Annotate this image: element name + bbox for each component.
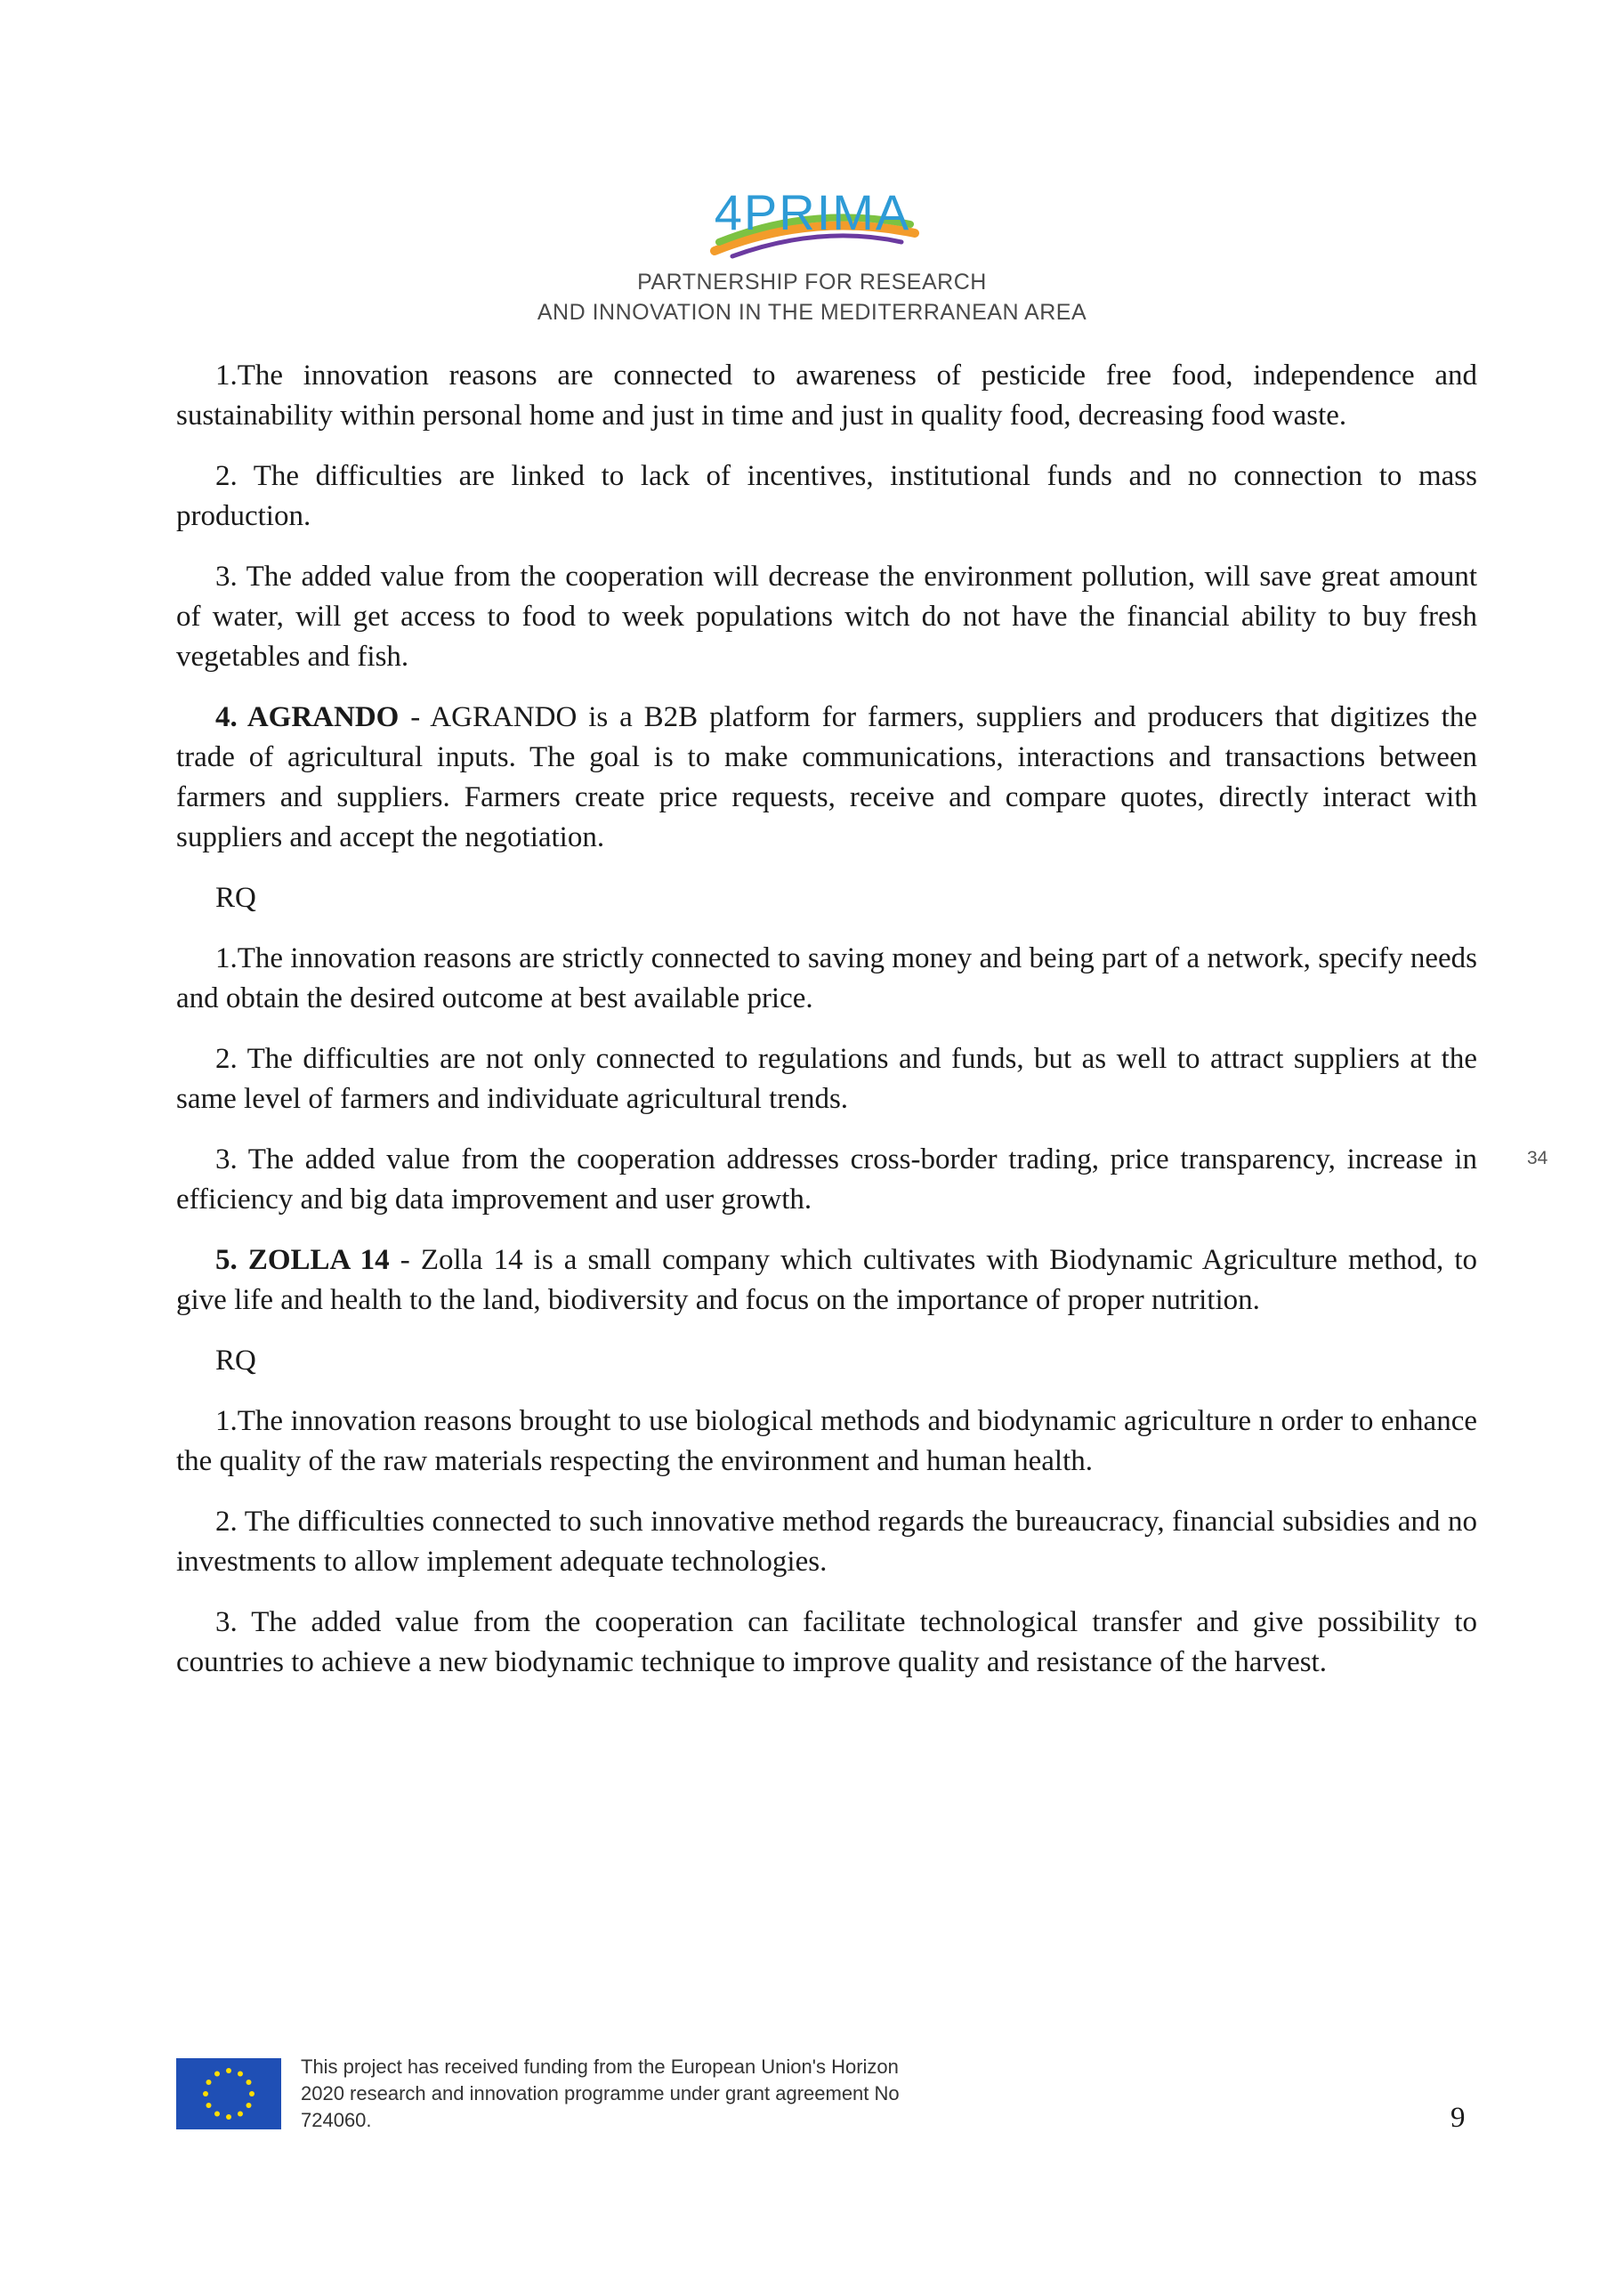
funding-line: 2020 research and innovation programme under grant agreement No (301, 2082, 900, 2104)
eu-star (226, 2114, 231, 2120)
paragraph: 3. The added value from the cooperation addresses cross-border trading, price transparency, increase in efficiency and big data improvement and user growth. (176, 1143, 1477, 1216)
paragraph: 1.The innovation reasons are strictly connected to saving money and being part of a network, specify needs and obtain the desired outcome at best available price. (176, 942, 1477, 1014)
paragraph: 2. The difficulties connected to such innovative method regards the bureaucracy, financial subsidies and no investments to allow implement adequate technologies. (176, 1506, 1477, 1578)
paragraph: 4. AGRANDO - AGRANDO is a B2B platform for farmers, suppliers and producers that digitizes the trade of agricultural inputs. The goal is to make communications, interactions and transactions between farmers and suppliers. Farmers create price requests, receive and compare quotes, directly interact with suppliers and accept the negotiation. (176, 701, 1477, 853)
rq-label: RQ (215, 1345, 256, 1377)
paragraph: 1.The innovation reasons brought to use biological methods and biodynamic agriculture n order to enhance the quality of the raw materials respecting the environment and human health. (176, 1405, 1477, 1477)
funding-line: 724060. (301, 2109, 372, 2131)
section-heading: 4. AGRANDO (215, 701, 400, 733)
paragraph: 2. The difficulties are linked to lack of incentives, institutional funds and no connection to mass production. (176, 460, 1477, 532)
tagline-line: PARTNERSHIP FOR RESEARCH (637, 270, 987, 295)
page-header (0, 178, 1624, 327)
tagline (0, 267, 1624, 327)
eu-star (206, 2080, 212, 2085)
paragraph: 3. The added value from the cooperation will decrease the environment pollution, will save great amount of water, will get access to food to week populations witch do not have the financial ability to buy fresh vegetables and fish. (176, 561, 1477, 673)
prima-logo (679, 178, 946, 267)
logo-wordmark: 4PRIMA (714, 184, 910, 240)
eu-star (226, 2068, 231, 2073)
paragraph: 5. ZOLLA 14 - Zolla 14 is a small company which cultivates with Biodynamic Agriculture method, to give life and health to the land, biodiversity and focus on the importance of proper nutrition. (176, 1244, 1477, 1316)
funding-statement (301, 2054, 977, 2134)
document-body (176, 356, 1477, 1703)
paragraph: 2. The difficulties are not only connected to regulations and funds, but as well to attract suppliers at the same level of farmers and individuate agricultural trends. (176, 1043, 1477, 1115)
side-page-number: 34 (1527, 1148, 1548, 1168)
rq-label: RQ (215, 882, 256, 914)
eu-star (206, 2103, 212, 2108)
paragraph: 1.The innovation reasons are connected to awareness of pesticide free food, independence and sustainability within personal home and just in time and just in quality food, decreasing food waste. (176, 359, 1477, 432)
eu-star (238, 2112, 243, 2117)
eu-star (238, 2072, 243, 2077)
page-number: 9 (1450, 2102, 1466, 2134)
eu-flag-icon (176, 2058, 281, 2129)
eu-star (203, 2091, 208, 2096)
eu-star (249, 2091, 255, 2096)
eu-star (246, 2103, 252, 2108)
page-footer (176, 2054, 1477, 2134)
tagline-line: AND INNOVATION IN THE MEDITERRANEAN AREA (537, 300, 1087, 325)
eu-star (214, 2072, 220, 2077)
eu-star (214, 2112, 220, 2117)
section-heading: 5. ZOLLA 14 (215, 1244, 390, 1276)
funding-line: This project has received funding from the European Union's Horizon (301, 2056, 899, 2078)
eu-star (246, 2080, 252, 2085)
paragraph: 3. The added value from the cooperation can facilitate technological transfer and give possibility to countries to achieve a new biodynamic technique to improve quality and resistance of the harvest. (176, 1606, 1477, 1678)
